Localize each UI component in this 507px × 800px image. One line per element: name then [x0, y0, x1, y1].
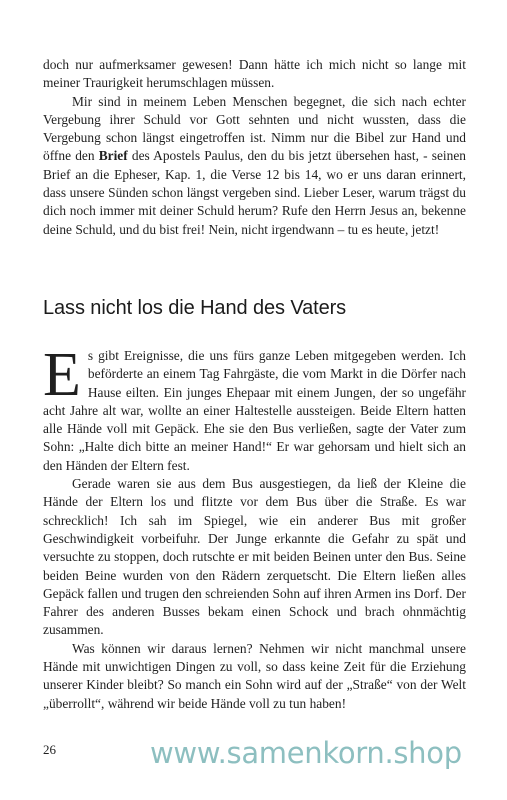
paragraph-continuation: doch nur aufmerksamer gewesen! Dann hätte ich mich nicht so lange mit meiner Traurigkeit herumschlagen müssen.	[43, 57, 466, 91]
paragraph-forgiveness	[43, 93, 466, 239]
drop-cap: E	[43, 341, 81, 409]
section-heading: Lass nicht los die Hand des Vaters	[43, 297, 347, 319]
paragraph-accident: Gerade waren sie aus dem Bus ausgestiegen, da ließ der Kleine die Hände der Eltern los und flitzte vor dem Bus über die Straße. Es war schrecklich! Ich sah im Spiegel, wie ein anderer Bus mit großer Geschwindigkeit vorbeifuhr. Der Junge erkannte die Gefahr zu spät und versuchte zu stoppen, doch rutschte er mit beiden Beinen unter den Bus. Seine beiden Beine wurden von den Rädern zerquetscht. Die Eltern ließen alles Gepäck fallen und trugen den schreienden Sohn auf ihren Armen ins Dorf. Der Fahrer des anderen Busses bekam einen Schock und brach ohnmächtig zusammen.	[43, 476, 466, 638]
watermark: www.samenkorn.shop	[150, 736, 462, 770]
paragraph-text: s gibt Ereignisse, die uns fürs ganze Leben mitgegeben werden. Ich beförderte an einem Tag Fahrgäste, die vom Markt in die Dörfer nach Hause eilten. Ein junges Ehepaar mit einem Jungen, der so ungefähr acht Jahre alt war, wollte an einer Haltestelle aussteigen. Beide Eltern hatten alle Hände voll mit Gepäck. Ehe sie den Bus verließen, sagte der Vater zum Sohn: „Halte dich bitte an meiner Hand!“ Er war gehorsam und hielt sich an den Händen der Eltern fest.	[43, 348, 466, 473]
bold-word-brief: Brief	[98, 148, 128, 164]
page-number: 26	[43, 742, 56, 757]
section-text-block	[43, 341, 466, 713]
paragraph-text: des Apostels Paulus, den du bis jetzt übersehen hast, - seinen Brief an die Epheser, Kap. 1, die Verse 12 bis 14, wo er uns daran erinnert, dass unsere Sünden schon längst vergeben sind. Lieber Leser, warum trägst du dich noch immer mit deiner Schuld herum? Rufe den Herrn Jesus an, bekenne deine Schuld, und du bist frei! Nein, nicht irgendwann – tu es heute, jetzt!	[43, 148, 466, 237]
paragraph-lesson: Was können wir daraus lernen? Nehmen wir nicht manchmal unsere Hände mit unwichtigen Dingen zu voll, so dass keine Zeit für die Erziehung unserer Kinder bleibt? So manch ein Sohn wird auf der „Straße“ von der Welt „überrollt“, während wir beide Hände voll zu tun haben!	[43, 640, 466, 711]
paragraph-text: Mir sind in meinem Leben Menschen begegnet, die sich nach echter Vergebung ihrer Schuld vor Gott sehnten und nicht wussten, dass die Vergebung schon längst eingetroffen ist. Nimm nur die Bibel zur Hand und öffne den	[43, 93, 466, 164]
top-text-block	[43, 56, 466, 239]
paragraph-opening	[43, 341, 466, 475]
